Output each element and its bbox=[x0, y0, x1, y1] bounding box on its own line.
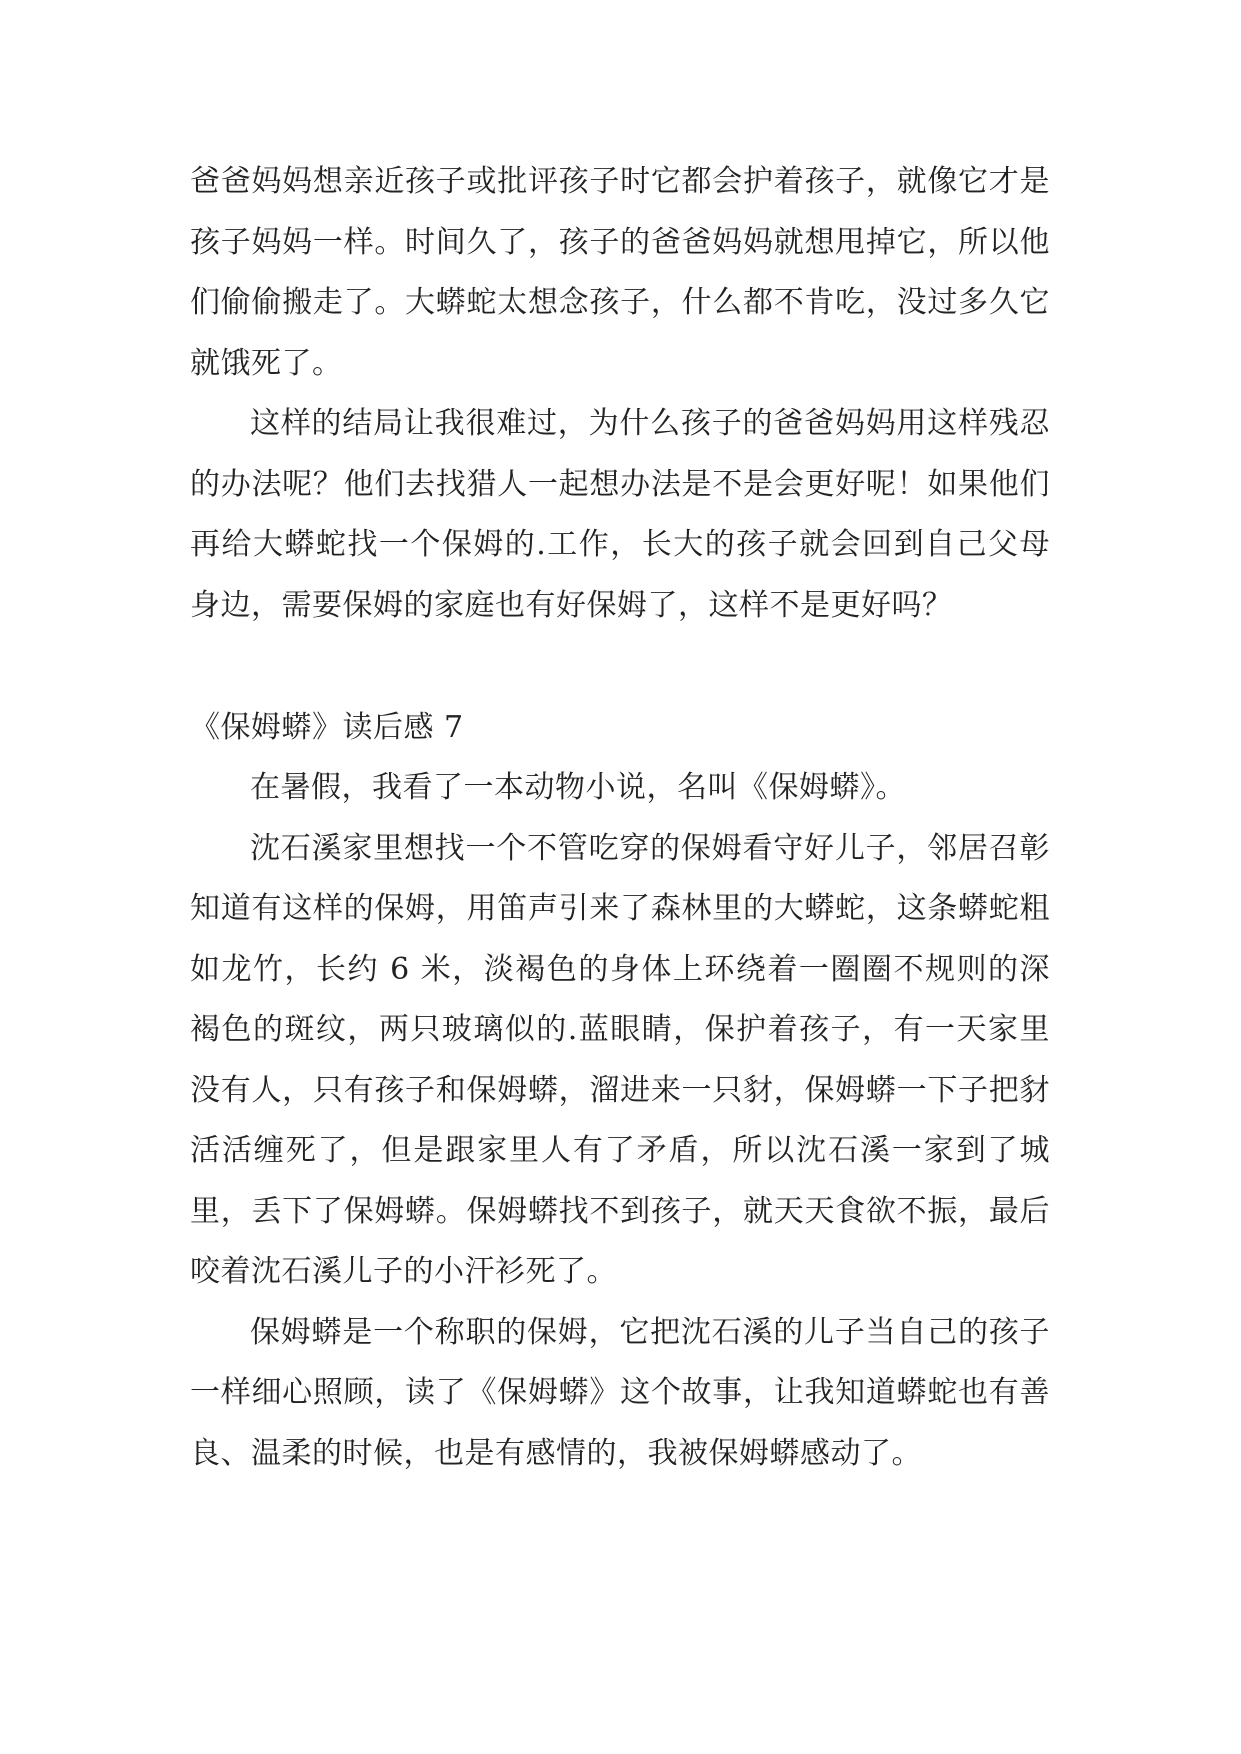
paragraph: 沈石溪家里想找一个不管吃穿的保姆看守好儿子，邻居召彰知道有这样的保姆，用笛声引来了森林里的大蟒蛇，这条蟒蛇粗如龙竹，长约 6 米，淡褐色的身体上环绕着一圈圈不规则的深褐色的斑纹，两只玻璃似的.蓝眼睛，保护着孩子，有一天家里没有人，只有孩子和保姆蟒，溜进来一只豺，保姆蟒一下子把豺活活缠死了，但是跟家里人有了矛盾，所以沈石溪一家到了城里，丢下了保姆蟒。保姆蟒找不到孩子，就天天食欲不振，最后咬着沈石溪儿子的小汗衫死了。 bbox=[190, 830, 1050, 1289]
paragraph: 保姆蟒是一个称职的保姆，它把沈石溪的儿子当自己的孩子一样细心照顾，读了《保姆蟒》这个故事，让我知道蟒蛇也有善良、温柔的时候，也是有感情的，我被保姆蟒感动了。 bbox=[190, 1314, 1050, 1471]
section-title: 《保姆蟒》读后感 7 bbox=[190, 710, 464, 745]
section-spacer bbox=[190, 636, 1050, 698]
document-page bbox=[190, 152, 1050, 1484]
paragraph: 爸爸妈妈想亲近孩子或批评孩子时它都会护着孩子，就像它才是孩子妈妈一样。时间久了，孩子的爸爸妈妈就想甩掉它，所以他们偷偷搬走了。大蟒蛇太想念孩子，什么都不肯吃，没过多久它就饿死了。 bbox=[190, 164, 1050, 381]
paragraph: 这样的结局让我很难过，为什么孩子的爸爸妈妈用这样残忍的办法呢？他们去找猎人一起想办法是不是会更好呢！如果他们再给大蟒蛇找一个保姆的.工作，长大的孩子就会回到自己父母身边，需要保姆的家庭也有好保姆了，这样不是更好吗？ bbox=[190, 406, 1050, 623]
paragraph: 在暑假，我看了一本动物小说，名叫《保姆蟒》。 bbox=[250, 770, 906, 805]
